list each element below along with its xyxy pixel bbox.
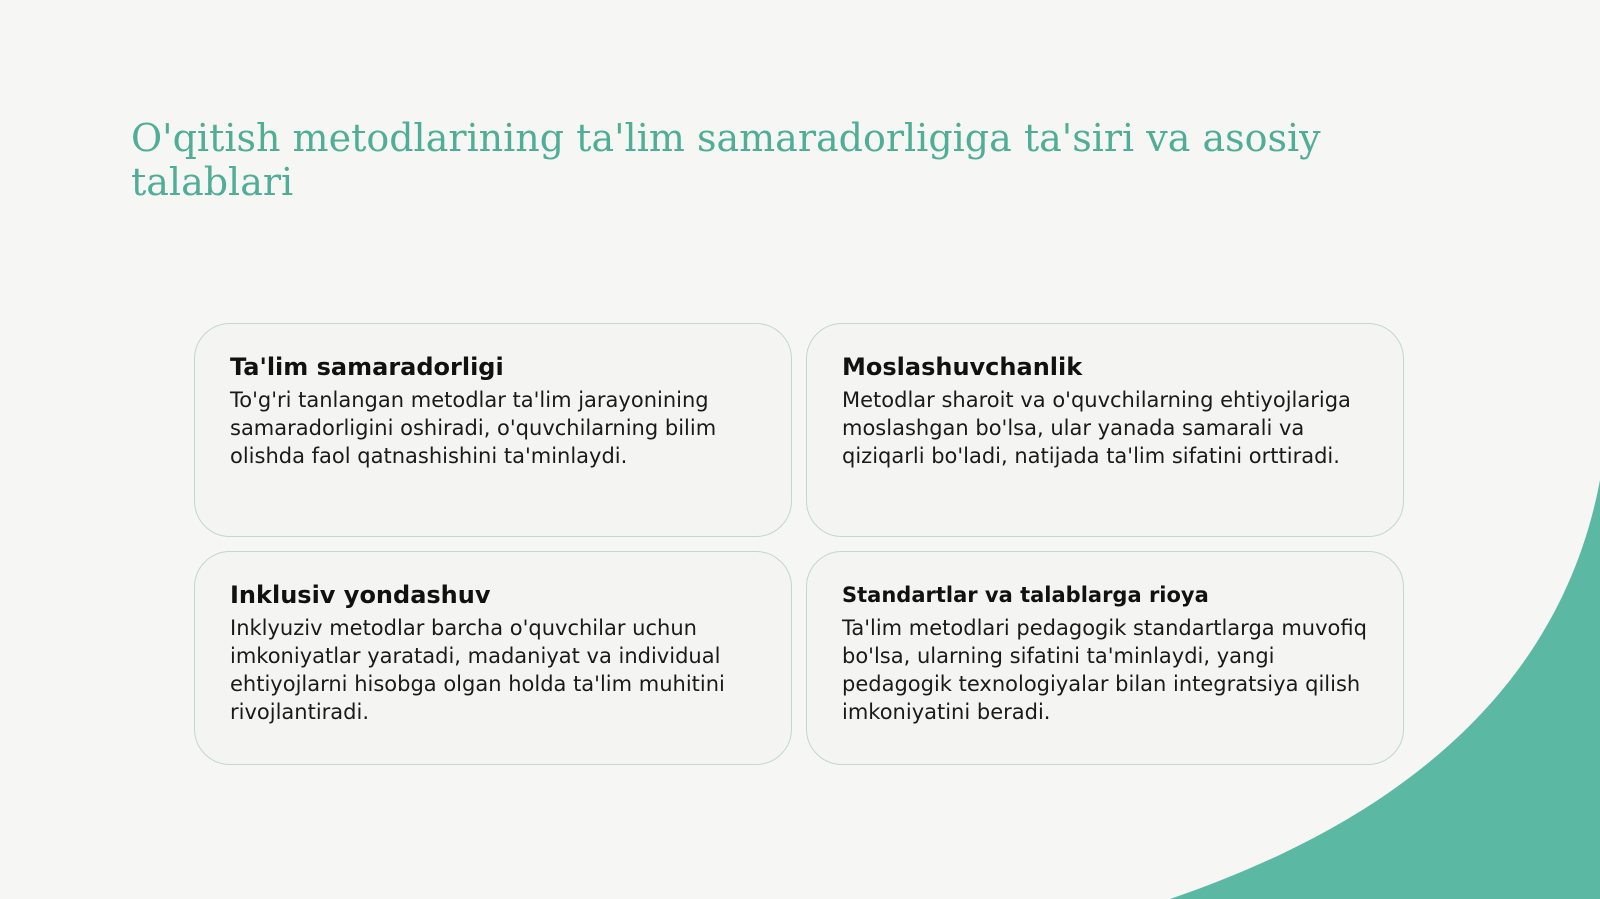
card-title: Standartlar va talablarga rioya bbox=[842, 583, 1209, 607]
slide-title: O'qitish metodlarining ta'lim samaradorligiga ta'siri va asosiy talablari bbox=[131, 116, 1321, 204]
card-title: Inklusiv yondashuv bbox=[230, 581, 491, 609]
card-inklusiv-yondashuv bbox=[194, 551, 792, 765]
card-body: Inklyuziv metodlar barcha o'quvchilar uchun imkoniyatlar yaratadi, madaniyat va individual ehtiyojlarni hisobga olgan holda ta'lim muhitini rivojlantiradi. bbox=[230, 616, 725, 724]
card-talim-samaradorligi bbox=[194, 323, 792, 537]
card-body: Ta'lim metodlari pedagogik standartlarga muvofiq bo'lsa, ularning sifatini ta'minlaydi, yangi pedagogik texnologiyalar bilan integratsiya qilish imkoniyatini beradi. bbox=[842, 616, 1367, 724]
card-body: To'g'ri tanlangan metodlar ta'lim jarayonining samaradorligini oshiradi, o'quvchilarning bilim olishda faol qatnashishini ta'minlaydi. bbox=[230, 388, 717, 468]
card-standartlar bbox=[806, 551, 1404, 765]
card-title: Moslashuvchanlik bbox=[842, 353, 1083, 381]
card-moslashuvchanlik bbox=[806, 323, 1404, 537]
card-title: Ta'lim samaradorligi bbox=[230, 353, 504, 381]
card-body: Metodlar sharoit va o'quvchilarning ehtiyojlariga moslashgan bo'lsa, ular yanada samarali va qiziqarli bo'ladi, natijada ta'lim sifatini orttiradi. bbox=[842, 388, 1351, 468]
